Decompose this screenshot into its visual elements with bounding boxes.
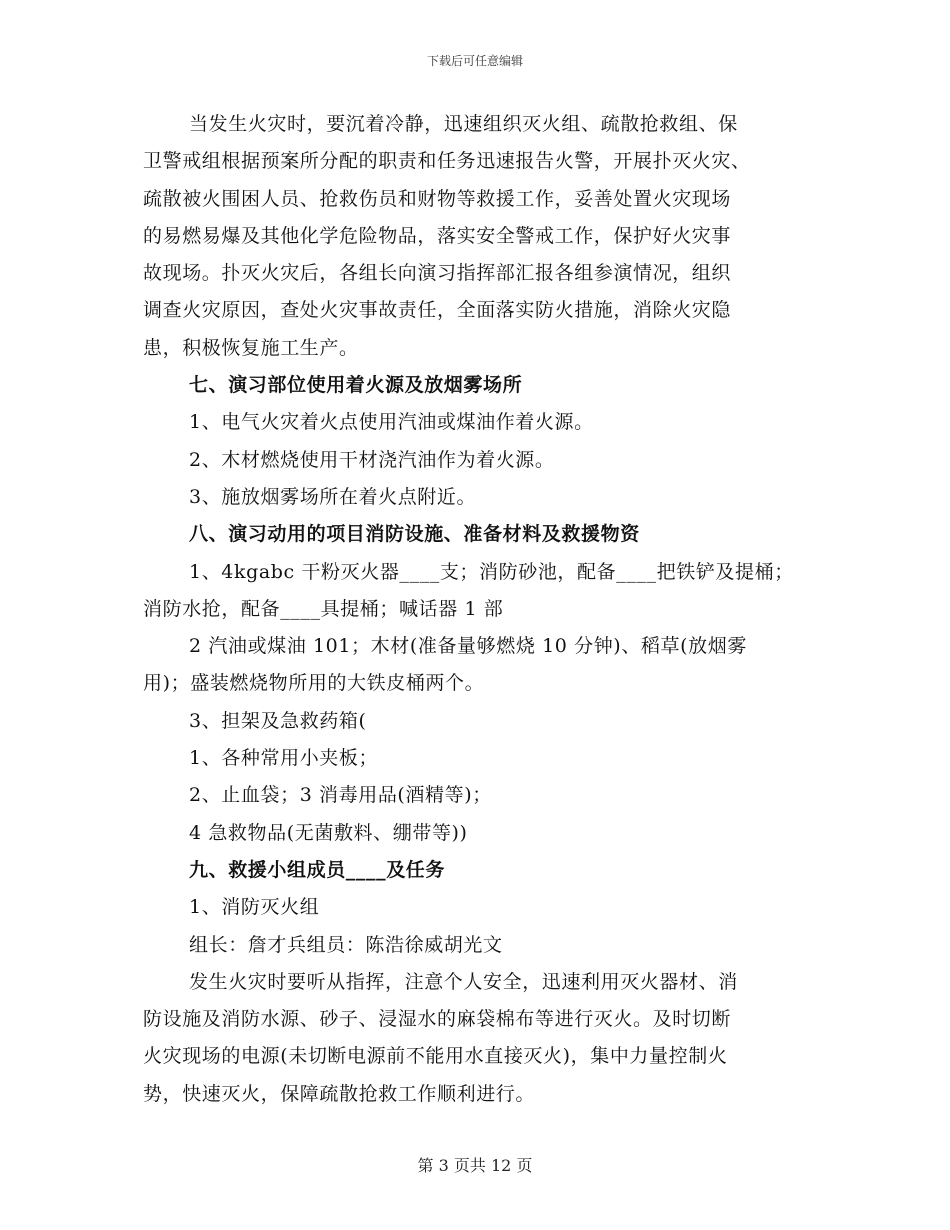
paragraph-line: 防设施及消防水源、砂子、浸湿水的麻袋棉布等进行灭火。及时切断	[143, 1008, 732, 1031]
paragraph-line: 疏散被火围困人员、抢救伤员和财物等救援工作，妥善处置火灾现场	[143, 187, 732, 210]
list-item: 3、施放烟雾场所在着火点附近。	[189, 485, 477, 508]
paragraph-line: 当发生火灾时，要沉着冷静，迅速组织灭火组、疏散抢救组、保	[189, 113, 738, 135]
list-item: 1、4kgabc 干粉灭火器____支；消防砂池，配备____把铁铲及提桶；	[189, 560, 794, 583]
section-heading: 七、演习部位使用着火源及放烟雾场所	[189, 374, 523, 397]
section-heading: 八、演习动用的项目消防设施、准备材料及救援物资	[189, 523, 640, 546]
list-item: 2 汽油或煤油 101；木材(准备量够燃烧 10 分钟)、稻草(放烟雾	[189, 635, 747, 658]
document-body	[143, 106, 808, 1113]
paragraph-line: 消防水抢，配备____具提桶；喊话器 1 部	[143, 597, 504, 620]
list-item: 1、各种常用小夹板；	[189, 747, 379, 770]
list-item: 1、电气火灾着火点使用汽油或煤油作着火源。	[189, 411, 594, 434]
list-item: 4 急救物品(无菌敷料、绷带等))	[189, 821, 468, 844]
paragraph-line: 故现场。扑灭火灾后，各组长向演习指挥部汇报各组参演情况，组织	[143, 262, 732, 285]
list-item: 2、止血袋；3 消毒用品(酒精等)；	[189, 784, 492, 807]
paragraph-line: 患，积极恢复施工生产。	[143, 336, 359, 359]
list-item: 3、担架及急救药箱(	[189, 709, 367, 732]
paragraph-line: 发生火灾时要听从指挥，注意个人安全，迅速利用灭火器材、消	[189, 970, 738, 993]
page-header: 下载后可任意编辑	[426, 54, 523, 68]
paragraph-line: 调查火灾原因，查处火灾事故责任，全面落实防火措施，消除火灾隐	[143, 299, 732, 322]
list-item: 1、消防灭火组	[189, 896, 320, 919]
paragraph-line: 势，快速灭火，保障疏散抢救工作顺利进行。	[143, 1082, 536, 1105]
section-heading: 九、救援小组成员____及任务	[189, 858, 446, 881]
team-members-line: 组长：詹才兵组员：陈浩徐威胡光文	[189, 933, 503, 956]
paragraph-line: 的易燃易爆及其他化学危险物品，落实安全警戒工作，保护好火灾事	[143, 224, 732, 247]
page-footer: 第 3 页共 12 页	[417, 1156, 533, 1175]
paragraph-line: 用)；盛装燃烧物所用的大铁皮桶两个。	[143, 672, 485, 695]
paragraph-line: 火灾现场的电源(未切断电源前不能用水直接灭火)，集中力量控制火	[143, 1045, 728, 1068]
paragraph-line: 卫警戒组根据预案所分配的职责和任务迅速报告火警，开展扑灭火灾、	[143, 150, 751, 173]
list-item: 2、木材燃烧使用干材浇汽油作为着火源。	[189, 448, 555, 471]
